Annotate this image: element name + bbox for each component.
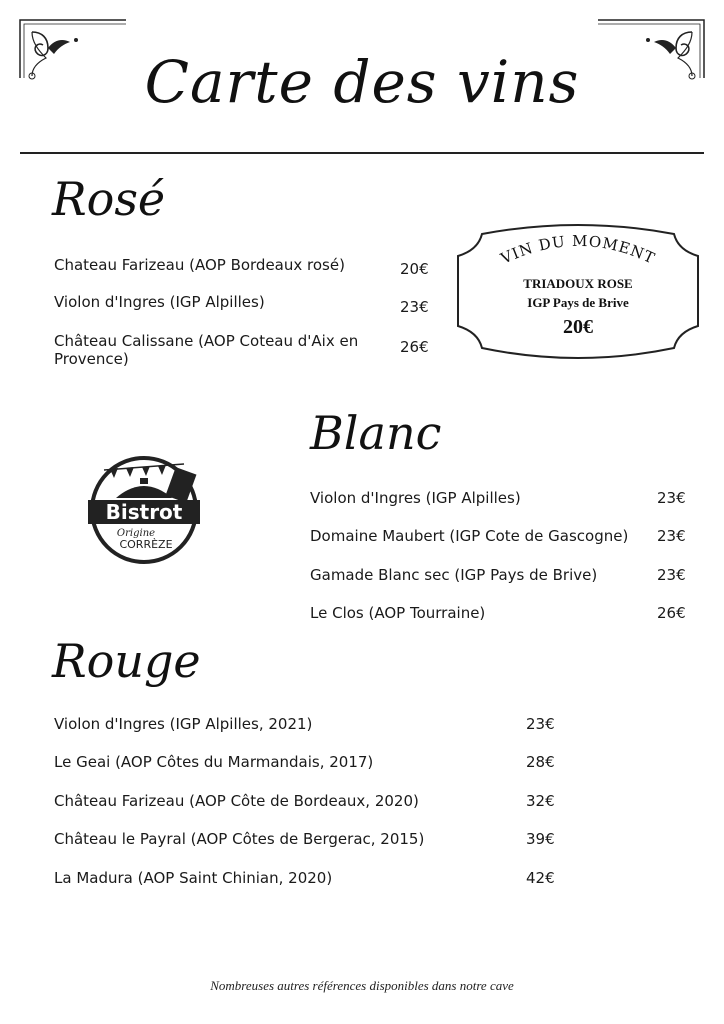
badge-wine-name: TRIADOUX ROSE bbox=[523, 276, 633, 291]
wine-item-price: 23€ bbox=[657, 489, 686, 507]
wine-item-name: Château Calissane (AOP Coteau d'Aix en Provence) bbox=[54, 332, 359, 368]
wine-item-price: 23€ bbox=[657, 527, 686, 545]
badge-appellation: IGP Pays de Brive bbox=[527, 295, 629, 310]
wine-item-price: 20€ bbox=[400, 260, 429, 278]
wine-item-price: 23€ bbox=[657, 566, 686, 584]
title-divider bbox=[20, 152, 704, 154]
wine-item-name: Chateau Farizeau (AOP Bordeaux rosé) bbox=[54, 256, 345, 274]
wine-item-name: Le Geai (AOP Côtes du Marmandais, 2017) bbox=[54, 753, 374, 771]
section-title-rose: Rosé bbox=[52, 172, 166, 226]
wine-item-name: Château Farizeau (AOP Côte de Bordeaux, 2020) bbox=[54, 792, 419, 810]
wine-item-price: 26€ bbox=[400, 338, 429, 356]
wine-item-price: 39€ bbox=[526, 830, 555, 848]
wine-item-name: Le Clos (AOP Tourraine) bbox=[310, 604, 486, 622]
wine-item-price: 26€ bbox=[657, 604, 686, 622]
section-title-rouge: Rouge bbox=[52, 634, 201, 688]
logo-name: Bistrot bbox=[105, 500, 183, 524]
wine-item-price: 42€ bbox=[526, 869, 555, 887]
wine-item-name: La Madura (AOP Saint Chinian, 2020) bbox=[54, 869, 333, 887]
wine-item-price: 32€ bbox=[526, 792, 555, 810]
wine-item-name: Violon d'Ingres (IGP Alpilles) bbox=[310, 489, 521, 507]
logo-region: CORRÈZE bbox=[119, 538, 173, 551]
wine-item-price: 23€ bbox=[526, 715, 555, 733]
bistrot-logo bbox=[74, 448, 214, 568]
section-title-blanc: Blanc bbox=[310, 406, 442, 460]
wine-item-price: 23€ bbox=[400, 298, 429, 316]
badge-heading: VIN DU MOMENT bbox=[497, 231, 659, 268]
page-title: Carte des vins bbox=[144, 48, 580, 116]
wine-item-price: 28€ bbox=[526, 753, 555, 771]
logo-tagline: Origine bbox=[116, 528, 156, 539]
badge-price: 20€ bbox=[563, 316, 593, 338]
wine-item-name: Violon d'Ingres (IGP Alpilles) bbox=[54, 293, 265, 311]
wine-item-name: Violon d'Ingres (IGP Alpilles, 2021) bbox=[54, 715, 313, 733]
wine-item-name: Château le Payral (AOP Côtes de Bergerac, 2015) bbox=[54, 830, 425, 848]
wine-item-name: Domaine Maubert (IGP Cote de Gascogne) bbox=[310, 527, 629, 545]
wine-item-name: Gamade Blanc sec (IGP Pays de Brive) bbox=[310, 566, 598, 584]
footer-note: Nombreuses autres références disponibles dans notre cave bbox=[210, 978, 514, 993]
